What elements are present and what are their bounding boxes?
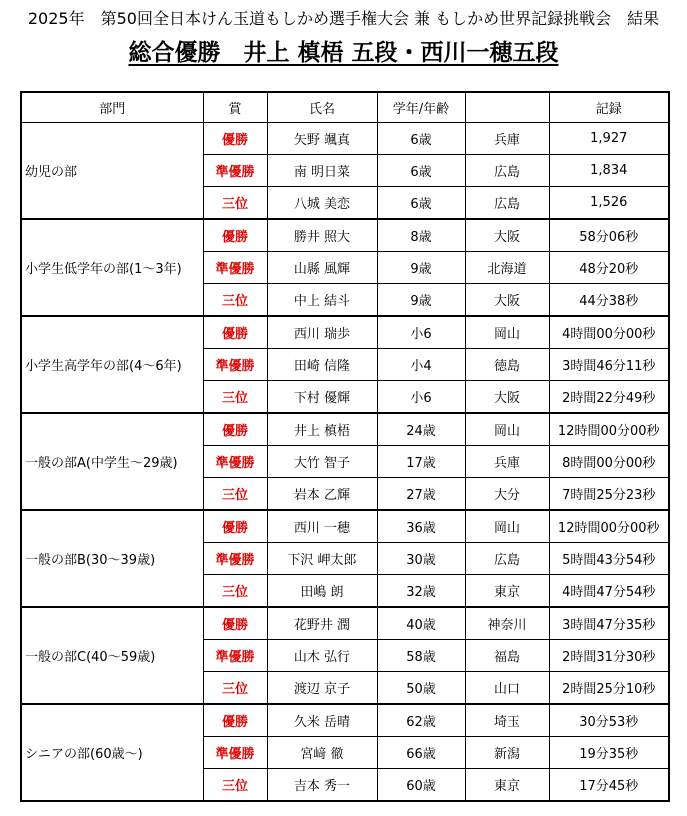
name-cell: 下沢 岬太郎	[267, 543, 377, 575]
name-cell: 渡辺 京子	[267, 672, 377, 705]
prize-cell: 三位	[203, 478, 267, 511]
prize-cell: 優勝	[203, 123, 267, 155]
prefecture-cell: 埼玉	[465, 704, 549, 737]
prize-cell: 三位	[203, 769, 267, 802]
table-row	[21, 704, 669, 737]
record-cell: 58分06秒	[549, 219, 669, 252]
prize-cell: 優勝	[203, 219, 267, 252]
age-cell: 小4	[377, 349, 465, 381]
name-cell: 西川 瑞歩	[267, 316, 377, 349]
prefecture-cell: 大阪	[465, 219, 549, 252]
age-cell: 36歳	[377, 510, 465, 543]
prefecture-cell: 福島	[465, 640, 549, 672]
name-cell: 南 明日菜	[267, 155, 377, 187]
record-cell: 7時間25分23秒	[549, 478, 669, 511]
table-header-row	[21, 92, 669, 123]
document-title: 2025年 第50回全日本けん玉道もしかめ選手権大会 兼 もしかめ世界記録挑戦会 結果	[27, 9, 660, 28]
division-cell: 幼児の部	[21, 123, 203, 220]
age-cell: 9歳	[377, 252, 465, 284]
column-header-record: 記録	[549, 92, 669, 123]
results-body	[21, 123, 669, 802]
age-cell: 62歳	[377, 704, 465, 737]
prize-cell: 三位	[203, 381, 267, 414]
prefecture-cell: 神奈川	[465, 607, 549, 640]
prize-cell: 優勝	[203, 704, 267, 737]
name-cell: 矢野 颯真	[267, 123, 377, 155]
record-cell: 2時間22分49秒	[549, 381, 669, 414]
table-row	[21, 413, 669, 446]
prize-cell: 準優勝	[203, 737, 267, 769]
overall-winners-text: 総合優勝 井上 槙梧 五段・西川一穂五段	[128, 40, 559, 66]
record-cell: 1,834	[549, 155, 669, 187]
column-header-prize: 賞	[203, 92, 267, 123]
age-cell: 小6	[377, 316, 465, 349]
prize-cell: 準優勝	[203, 252, 267, 284]
prefecture-cell: 兵庫	[465, 446, 549, 478]
prefecture-cell: 新潟	[465, 737, 549, 769]
prize-cell: 準優勝	[203, 349, 267, 381]
name-cell: 八城 美恋	[267, 187, 377, 220]
record-cell: 48分20秒	[549, 252, 669, 284]
prize-cell: 準優勝	[203, 155, 267, 187]
division-cell: 一般の部C(40～59歳)	[21, 607, 203, 704]
record-cell: 12時間00分00秒	[549, 413, 669, 446]
age-cell: 17歳	[377, 446, 465, 478]
record-cell: 4時間00分00秒	[549, 316, 669, 349]
division-cell: 小学生高学年の部(4～6年)	[21, 316, 203, 413]
record-cell: 5時間43分54秒	[549, 543, 669, 575]
record-cell: 17分45秒	[549, 769, 669, 802]
age-cell: 8歳	[377, 219, 465, 252]
column-header-name: 氏名	[267, 92, 377, 123]
prefecture-cell: 東京	[465, 575, 549, 608]
name-cell: 山木 弘行	[267, 640, 377, 672]
table-row	[21, 123, 669, 155]
record-cell: 44分38秒	[549, 284, 669, 317]
record-cell: 1,927	[549, 123, 669, 155]
record-cell: 3時間46分11秒	[549, 349, 669, 381]
name-cell: 勝井 照大	[267, 219, 377, 252]
name-cell: 井上 槙梧	[267, 413, 377, 446]
record-cell: 12時間00分00秒	[549, 510, 669, 543]
prefecture-cell: 岡山	[465, 413, 549, 446]
table-row	[21, 219, 669, 252]
age-cell: 58歳	[377, 640, 465, 672]
prefecture-cell: 大阪	[465, 381, 549, 414]
record-cell: 2時間25分10秒	[549, 672, 669, 705]
record-cell: 2時間31分30秒	[549, 640, 669, 672]
age-cell: 32歳	[377, 575, 465, 608]
age-cell: 60歳	[377, 769, 465, 802]
record-cell: 1,526	[549, 187, 669, 220]
name-cell: 田崎 信隆	[267, 349, 377, 381]
column-header-age: 学年/年齢	[377, 92, 465, 123]
name-cell: 大竹 智子	[267, 446, 377, 478]
division-cell: シニアの部(60歳～)	[21, 704, 203, 801]
overall-winners-heading	[0, 38, 687, 68]
record-cell: 3時間47分35秒	[549, 607, 669, 640]
name-cell: 中上 結斗	[267, 284, 377, 317]
age-cell: 30歳	[377, 543, 465, 575]
prefecture-cell: 広島	[465, 155, 549, 187]
prize-cell: 三位	[203, 575, 267, 608]
prize-cell: 準優勝	[203, 640, 267, 672]
prefecture-cell: 広島	[465, 187, 549, 220]
age-cell: 50歳	[377, 672, 465, 705]
name-cell: 宮﨑 徹	[267, 737, 377, 769]
division-cell: 小学生低学年の部(1～3年)	[21, 219, 203, 316]
prize-cell: 優勝	[203, 607, 267, 640]
prefecture-cell: 岡山	[465, 510, 549, 543]
prefecture-cell: 大分	[465, 478, 549, 511]
prize-cell: 準優勝	[203, 446, 267, 478]
record-cell: 30分53秒	[549, 704, 669, 737]
column-header-prefecture	[465, 92, 549, 123]
name-cell: 西川 一穂	[267, 510, 377, 543]
prize-cell: 優勝	[203, 510, 267, 543]
results-table	[20, 91, 670, 802]
table-row	[21, 607, 669, 640]
age-cell: 6歳	[377, 187, 465, 220]
prize-cell: 三位	[203, 284, 267, 317]
prize-cell: 優勝	[203, 413, 267, 446]
age-cell: 40歳	[377, 607, 465, 640]
age-cell: 66歳	[377, 737, 465, 769]
prefecture-cell: 岡山	[465, 316, 549, 349]
age-cell: 6歳	[377, 123, 465, 155]
prefecture-cell: 北海道	[465, 252, 549, 284]
prefecture-cell: 大阪	[465, 284, 549, 317]
prize-cell: 優勝	[203, 316, 267, 349]
prize-cell: 三位	[203, 187, 267, 220]
division-cell: 一般の部A(中学生～29歳)	[21, 413, 203, 510]
prefecture-cell: 山口	[465, 672, 549, 705]
table-row	[21, 510, 669, 543]
age-cell: 24歳	[377, 413, 465, 446]
prefecture-cell: 広島	[465, 543, 549, 575]
record-cell: 4時間47分54秒	[549, 575, 669, 608]
name-cell: 久米 岳晴	[267, 704, 377, 737]
record-cell: 19分35秒	[549, 737, 669, 769]
age-cell: 27歳	[377, 478, 465, 511]
prefecture-cell: 東京	[465, 769, 549, 802]
name-cell: 田嶋 朗	[267, 575, 377, 608]
age-cell: 9歳	[377, 284, 465, 317]
name-cell: 山縣 風輝	[267, 252, 377, 284]
prefecture-cell: 兵庫	[465, 123, 549, 155]
record-cell: 8時間00分00秒	[549, 446, 669, 478]
prize-cell: 三位	[203, 672, 267, 705]
prize-cell: 準優勝	[203, 543, 267, 575]
name-cell: 岩本 乙輝	[267, 478, 377, 511]
age-cell: 6歳	[377, 155, 465, 187]
age-cell: 小6	[377, 381, 465, 414]
prefecture-cell: 徳島	[465, 349, 549, 381]
name-cell: 下村 優輝	[267, 381, 377, 414]
name-cell: 吉本 秀一	[267, 769, 377, 802]
division-cell: 一般の部B(30～39歳)	[21, 510, 203, 607]
name-cell: 花野井 潤	[267, 607, 377, 640]
column-header-division: 部門	[21, 92, 203, 123]
table-row	[21, 316, 669, 349]
